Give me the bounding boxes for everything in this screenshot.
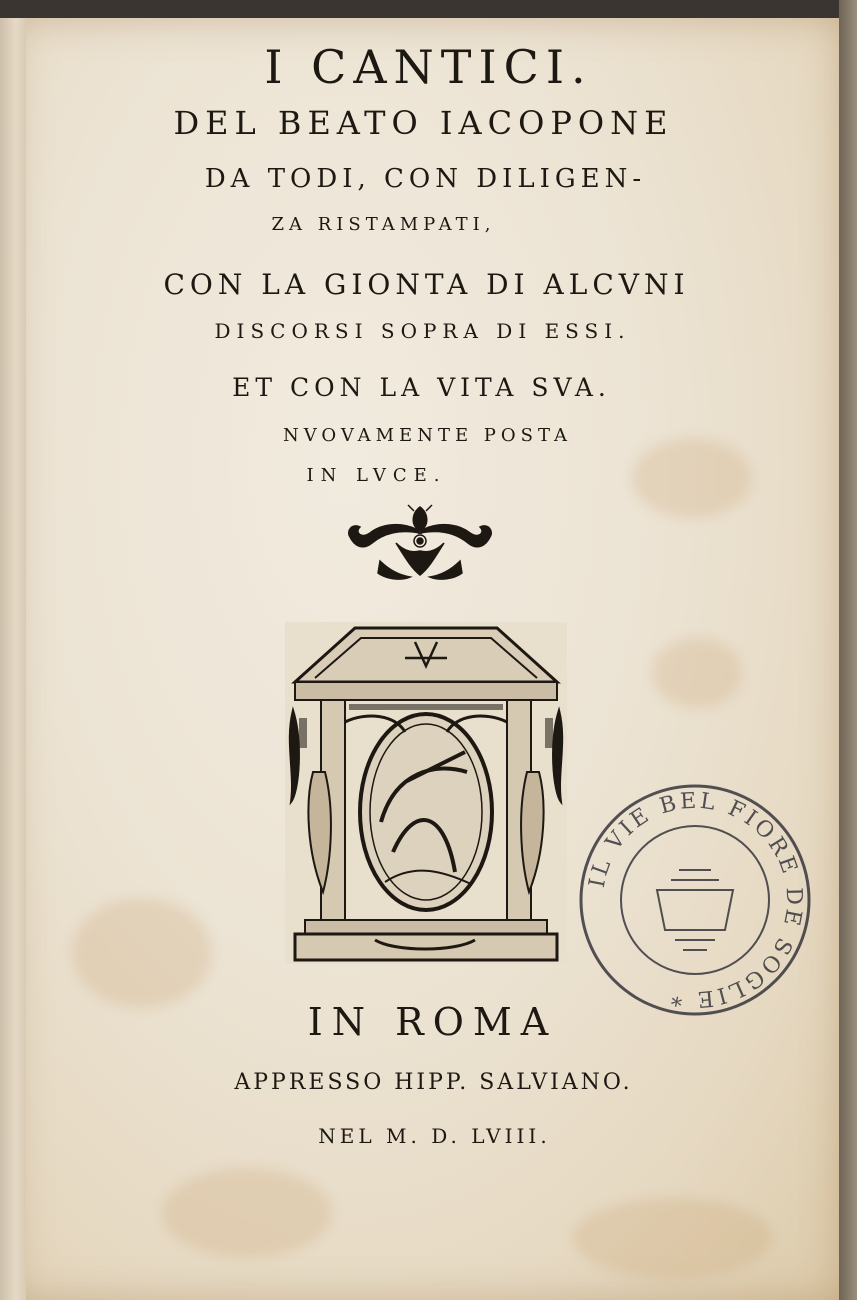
- stamp-ring-text: IL VIE BEL FIORE DE SOGLIE *: [584, 788, 807, 1012]
- library-stamp-icon: [575, 780, 815, 1020]
- imprint-place: IN ROMA: [307, 1000, 558, 1044]
- title-line: I CANTICI.: [264, 40, 593, 94]
- subtitle-line: CON LA GIONTA DI ALCVNI: [163, 268, 690, 301]
- foxing-stain: [652, 638, 742, 708]
- imprint-date: NEL M. D. LVIII.: [318, 1124, 551, 1148]
- background-strip: [0, 0, 857, 18]
- subtitle-line: ZA RISTAMPATI,: [271, 214, 496, 235]
- subtitle-line: DA TODI, CON DILIGEN-: [204, 164, 647, 194]
- imprint-printer: APPRESSO HIPP. SALVIANO.: [234, 1070, 633, 1095]
- foxing-stain: [72, 898, 212, 1008]
- subtitle-line: NVOVAMENTE POSTA: [282, 425, 573, 446]
- subtitle-line: DEL BEATO IACOPONE: [173, 104, 674, 142]
- foxing-stain: [572, 1198, 772, 1278]
- svg-text:IL VIE BEL FIORE DE SOGLIE *: [585, 789, 806, 1012]
- dolphin-ornament-icon: [340, 503, 500, 585]
- page-edge: [839, 0, 857, 1300]
- subtitle-line: ET CON LA VITA SVA.: [232, 373, 611, 402]
- foxing-stain: [162, 1168, 332, 1258]
- subtitle-line: IN LVCE.: [306, 465, 447, 486]
- binding-spine: [0, 18, 26, 1300]
- printers-woodcut-device-icon: [285, 622, 567, 964]
- subtitle-line: DISCORSI SOPRA DI ESSI.: [214, 319, 631, 343]
